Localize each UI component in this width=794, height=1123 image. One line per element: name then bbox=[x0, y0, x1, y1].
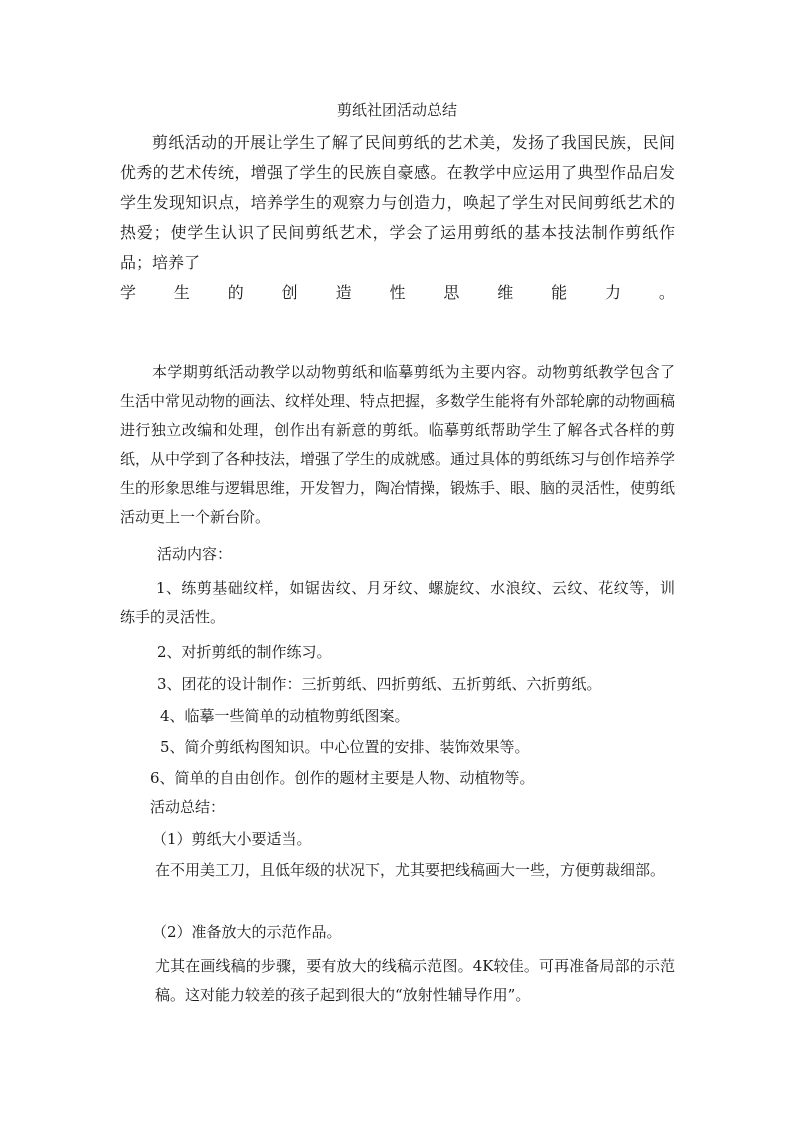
content-item-4: 4、临摹一些简单的动植物剪纸图案。 bbox=[160, 707, 410, 725]
intro-section bbox=[120, 128, 675, 308]
content-item-6: 6、简单的自由创作。创作的题材主要是人物、动植物等。 bbox=[150, 769, 535, 787]
semester-paragraph: 本学期剪纸活动教学以动物剪纸和临摹剪纸为主要内容。动物剪纸教学包含了生活中常见动物的画法、纹样处理、特点把握，多数学生能将有外部轮廓的动物画稿进行独立改编和处理，创作出有新意的剪纸。临摹剪纸帮助学生了解各式各样的剪纸，从中学到了各种技法，增强了学生的成就感。通过具体的剪纸练习与创作培养学生的形象思维与逻辑思维，开发智力，陶冶情操，锻炼手、眼、脑的灵活性，使剪纸活动更上一个新台阶。 bbox=[120, 363, 676, 526]
summary-2-heading: （2）准备放大的示范作品。 bbox=[152, 923, 342, 941]
content-item-5: 5、简介剪纸构图知识。中心位置的安排、装饰效果等。 bbox=[160, 738, 530, 756]
spread-char: 性 bbox=[389, 283, 406, 302]
document-title: 剪纸社团活动总结 bbox=[336, 101, 457, 119]
spread-char: 维 bbox=[497, 283, 514, 302]
spread-char: 造 bbox=[335, 283, 352, 302]
intro-paragraph: 剪纸活动的开展让学生了解了民间剪纸的艺术美，发扬了我国民族，民间优秀的艺术传统，增强了学生的民族自豪感。在教学中应运用了典型作品启发学生发现知识点，培养学生的观察力与创造力，唤起了学生对民间剪纸艺术的热爱；使学生认识了民间剪纸艺术，学会了运用剪纸的基本技法制作剪纸作品；培养了 bbox=[120, 133, 675, 272]
spread-char: 思 bbox=[443, 283, 460, 302]
content-heading: 活动内容： bbox=[157, 545, 233, 563]
intro-spread-line bbox=[120, 278, 675, 308]
spread-char: 创 bbox=[281, 283, 298, 302]
spread-char: 能 bbox=[551, 283, 568, 302]
content-item-3: 3、团花的设计制作：三折剪纸、四折剪纸、五折剪纸、六折剪纸。 bbox=[157, 675, 602, 693]
content-item-2: 2、对折剪纸的制作练习。 bbox=[157, 643, 332, 661]
summary-1-body: 在不用美工刀，且低年级的状况下，尤其要把线稿画大一些，方便剪裁细部。 bbox=[155, 861, 666, 879]
spread-char: 。 bbox=[658, 283, 675, 302]
summary-heading: 活动总结： bbox=[150, 798, 226, 816]
spread-char: 的 bbox=[227, 283, 244, 302]
spread-char: 学 bbox=[120, 283, 137, 302]
content-item-1: 1、练剪基础纹样，如锯齿纹、月牙纹、螺旋纹、水浪纹、云纹、花纹等，训练手的灵活性。 bbox=[120, 579, 675, 626]
summary-1-heading: （1）剪纸大小要适当。 bbox=[152, 830, 312, 848]
spread-char: 生 bbox=[173, 283, 190, 302]
summary-2-body: 尤其在画线稿的步骤，要有放大的线稿示范图。4K较佳。可再准备局部的示范稿。这对能力较差的孩子起到很大的“放射性辅导作用”。 bbox=[155, 957, 675, 1004]
spread-char: 力 bbox=[605, 283, 622, 302]
